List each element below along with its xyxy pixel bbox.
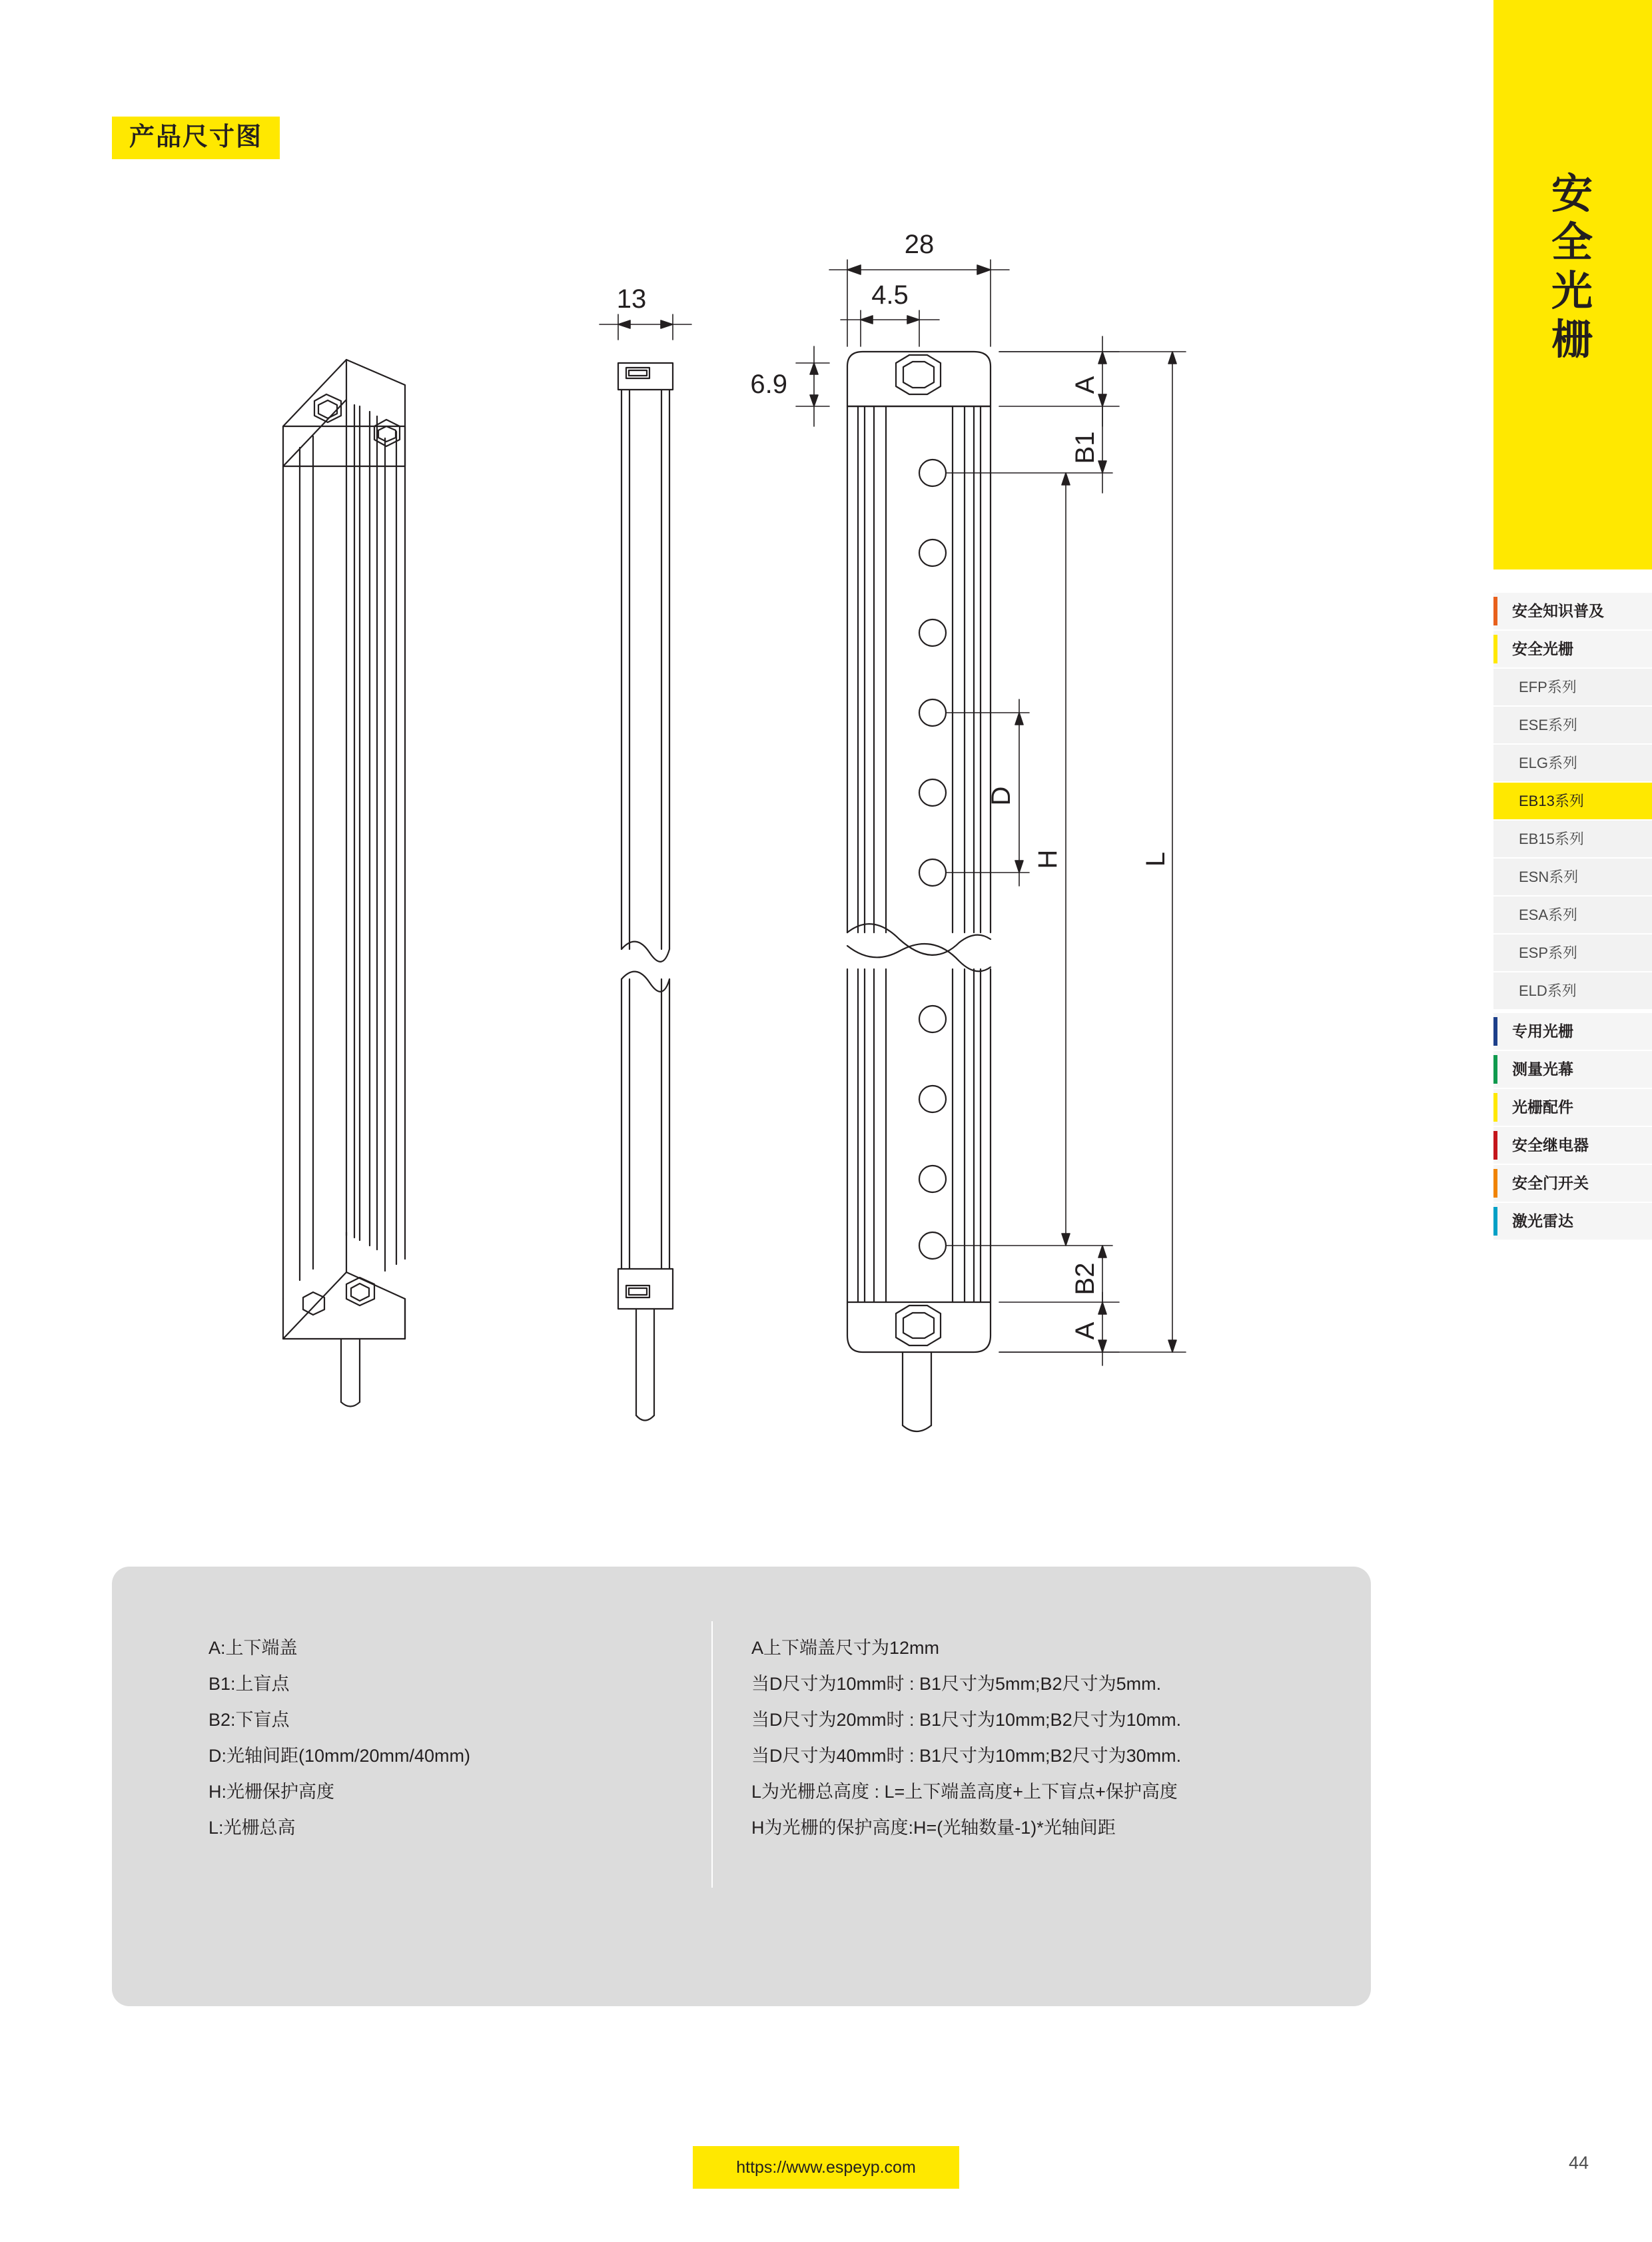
sidebar-item-special-curtain[interactable] xyxy=(1493,1013,1652,1050)
sidebar-item-label: ESN系列 xyxy=(1519,869,1579,885)
dim-H: H xyxy=(1033,849,1062,869)
sidebar-item-label: 光栅配件 xyxy=(1512,1098,1573,1116)
sidebar-item-eb13[interactable] xyxy=(1493,783,1652,819)
legend-line: B2:下盲点 xyxy=(208,1710,290,1730)
legend-line: H为光栅的保护高度:H=(光轴数量-1)*光轴间距 xyxy=(751,1818,1116,1838)
legend-line: L为光栅总高度 : L=上下端盖高度+上下盲点+保护高度 xyxy=(751,1782,1178,1802)
footer-url[interactable]: https://www.espeyp.com xyxy=(736,2158,916,2177)
accent-bar-icon xyxy=(1493,1169,1497,1198)
accent-bar-icon xyxy=(1493,1131,1497,1160)
legend-line: A:上下端盖 xyxy=(208,1638,298,1658)
dim-4-5: 4.5 xyxy=(871,280,909,310)
legend-line: 当D尺寸为40mm时 : B1尺寸为10mm;B2尺寸为30mm. xyxy=(751,1746,1182,1766)
legend-explanations xyxy=(751,1630,1338,1846)
legend-line: 当D尺寸为10mm时 : B1尺寸为5mm;B2尺寸为5mm. xyxy=(751,1674,1162,1694)
sidebar-item-ese[interactable] xyxy=(1493,707,1652,743)
sidebar-title-char-1: 安 xyxy=(1551,171,1594,217)
iso-view xyxy=(283,360,405,1407)
sidebar-item-safety-light-curtain[interactable] xyxy=(1493,631,1652,667)
sidebar-item-esn[interactable] xyxy=(1493,859,1652,895)
sidebar-item-label: ESE系列 xyxy=(1519,717,1578,733)
legend-line: B1:上盲点 xyxy=(208,1674,290,1694)
dim-A-bottom: A xyxy=(1070,1321,1100,1340)
dim-B1: B1 xyxy=(1070,431,1100,464)
page-number: 44 xyxy=(1568,2153,1589,2173)
dim-L: L xyxy=(1141,851,1170,867)
sidebar-title-char-4: 栅 xyxy=(1551,317,1594,364)
sidebar-item-label: ELG系列 xyxy=(1519,755,1578,771)
accent-bar-icon xyxy=(1493,1207,1497,1236)
dim-A-top: A xyxy=(1070,376,1100,394)
accent-bar-icon xyxy=(1493,1093,1497,1122)
dimension-lines xyxy=(600,260,1186,1365)
sidebar-item-label: 安全知识普及 xyxy=(1512,602,1604,619)
sidebar-item-label: EB13系列 xyxy=(1519,793,1584,809)
sidebar-item-accessories[interactable] xyxy=(1493,1089,1652,1126)
sidebar-item-safety-door-switch[interactable] xyxy=(1493,1165,1652,1202)
sidebar-item-label: 专用光栅 xyxy=(1512,1022,1573,1040)
sidebar-item-laser-radar[interactable] xyxy=(1493,1203,1652,1240)
sidebar-item-label: ELD系列 xyxy=(1519,982,1577,999)
legend-divider xyxy=(711,1621,713,1888)
sidebar-item-label: ESA系列 xyxy=(1519,907,1578,923)
sidebar-item-label: 安全继电器 xyxy=(1512,1136,1589,1154)
dim-13: 13 xyxy=(616,284,647,314)
sidebar-item-label: 激光雷达 xyxy=(1512,1212,1573,1230)
sidebar-item-eld[interactable] xyxy=(1493,972,1652,1009)
sidebar-item-safety-knowledge[interactable] xyxy=(1493,593,1652,629)
legend-definitions xyxy=(208,1630,648,1846)
accent-bar-icon xyxy=(1493,1017,1497,1046)
sidebar-item-elg[interactable] xyxy=(1493,745,1652,781)
sidebar-title-text xyxy=(1493,170,1652,365)
sidebar-title-char-3: 光 xyxy=(1551,268,1594,315)
legend-line: 当D尺寸为20mm时 : B1尺寸为10mm;B2尺寸为10mm. xyxy=(751,1710,1182,1730)
sidebar-item-label: EFP系列 xyxy=(1519,679,1577,695)
page-title: 产品尺寸图 xyxy=(112,117,280,159)
sidebar-item-label: 测量光幕 xyxy=(1512,1060,1573,1078)
sidebar-item-measuring-curtain[interactable] xyxy=(1493,1051,1652,1088)
accent-bar-icon xyxy=(1493,635,1497,663)
dim-B2: B2 xyxy=(1070,1262,1100,1296)
legend-line: H:光栅保护高度 xyxy=(208,1782,334,1802)
sidebar-item-esa[interactable] xyxy=(1493,897,1652,933)
sidebar-item-label: EB15系列 xyxy=(1519,831,1584,847)
sidebar-title-block xyxy=(1493,0,1652,569)
accent-bar-icon xyxy=(1493,597,1497,625)
side-view xyxy=(618,363,673,1421)
sidebar-item-eb15[interactable] xyxy=(1493,821,1652,857)
legend-line: D:光轴间距(10mm/20mm/40mm) xyxy=(208,1746,471,1766)
sidebar-item-efp[interactable] xyxy=(1493,669,1652,705)
dim-6-9: 6.9 xyxy=(750,370,787,399)
sidebar-item-label: 安全门开关 xyxy=(1512,1174,1589,1192)
legend-line: A上下端盖尺寸为12mm xyxy=(751,1638,940,1658)
sidebar-item-label: 安全光栅 xyxy=(1512,640,1573,657)
sidebar-item-esp[interactable] xyxy=(1493,934,1652,971)
legend-panel xyxy=(112,1567,1371,2006)
sidebar-title-char-2: 全 xyxy=(1551,220,1594,266)
dim-D: D xyxy=(987,786,1016,806)
dim-28: 28 xyxy=(904,230,935,259)
sidebar-item-safety-relay[interactable] xyxy=(1493,1127,1652,1164)
sidebar-item-label: ESP系列 xyxy=(1519,944,1578,961)
legend-line: L:光栅总高 xyxy=(208,1818,296,1838)
front-view xyxy=(847,352,991,1431)
accent-bar-icon xyxy=(1493,1055,1497,1084)
sidebar-nav[interactable] xyxy=(1493,593,1652,1241)
